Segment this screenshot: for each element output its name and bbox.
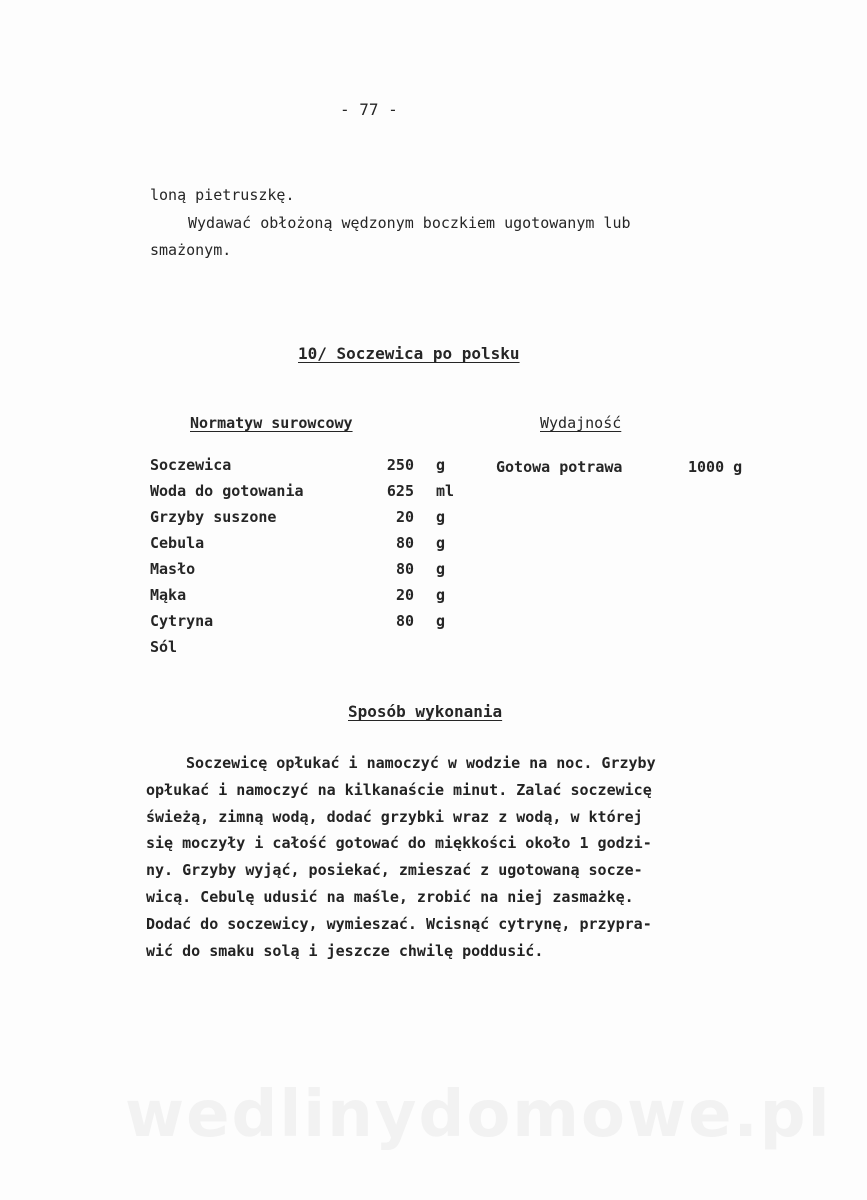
ingredient-unit: g [436, 560, 446, 578]
ingredient-unit: ml [436, 482, 455, 500]
ingredient-unit: g [436, 456, 446, 474]
ingredient-qty: 20 [395, 586, 414, 604]
ingredient-qty: 80 [395, 612, 414, 630]
ingredient-name: Masło [150, 560, 196, 578]
method-line: opłukać i namoczyć na kilkanaście minut. Zalać soczewicę [146, 780, 652, 799]
ingredient-qty: 20 [395, 508, 414, 526]
intro-line-1: loną pietruszkę. [150, 186, 295, 204]
ingredients-heading: Normatyw surowcowy [190, 414, 353, 432]
ingredient-row [150, 586, 460, 608]
ingredient-name: Woda do gotowania [150, 482, 304, 500]
ingredient-unit: g [436, 508, 446, 526]
ingredient-qty: 625 [386, 482, 414, 500]
yield-label: Gotowa potrawa [496, 458, 623, 476]
ingredient-qty: 250 [386, 456, 414, 474]
ingredient-row [150, 638, 460, 660]
ingredient-row [150, 612, 460, 634]
intro-line-2: Wydawać obłożoną wędzonym boczkiem ugotowanym lub [188, 214, 631, 232]
watermark: wedlinydomowe.pl [125, 1078, 832, 1152]
method-line: ny. Grzyby wyjąć, posiekać, zmieszać z ugotowaną socze- [146, 861, 643, 880]
ingredient-row [150, 482, 460, 504]
ingredient-unit: g [436, 612, 446, 630]
recipe-title: 10/ Soczewica po polsku [298, 344, 520, 363]
ingredient-qty: 80 [395, 534, 414, 552]
ingredient-row [150, 508, 460, 530]
ingredient-name: Cebula [150, 534, 205, 552]
yield-heading: Wydajność [540, 414, 622, 432]
yield-value: 1000 g [688, 458, 743, 476]
intro-line-3: smażonym. [150, 241, 232, 259]
ingredient-row [150, 534, 460, 556]
method-line: Soczewicę opłukać i namoczyć w wodzie na noc. Grzyby [186, 754, 656, 772]
ingredient-unit: g [436, 586, 446, 604]
ingredient-name: Soczewica [150, 456, 232, 474]
ingredient-name: Grzyby suszone [150, 508, 277, 526]
method-line: wicą. Cebulę udusić na maśle, zrobić na niej zasmażkę. [146, 887, 634, 906]
ingredient-row [150, 560, 460, 582]
ingredient-row [150, 456, 460, 478]
method-text [146, 750, 746, 964]
method-line: Dodać do soczewicy, wymieszać. Wcisnąć cytrynę, przypra- [146, 914, 652, 933]
ingredient-name: Sól [150, 638, 178, 656]
ingredient-name: Mąka [150, 586, 187, 604]
ingredient-unit: g [436, 534, 446, 552]
method-line: się moczyły i całość gotować do miękkości około 1 godzi- [146, 834, 652, 853]
ingredient-name: Cytryna [150, 612, 214, 630]
ingredient-qty: 80 [395, 560, 414, 578]
method-heading: Sposób wykonania [348, 702, 503, 721]
page-number: - 77 - [340, 100, 398, 119]
method-line: świeżą, zimną wodą, dodać grzybki wraz z wodą, w której [146, 807, 643, 826]
method-line: wić do smaku solą i jeszcze chwilę poddusić. [146, 941, 544, 960]
